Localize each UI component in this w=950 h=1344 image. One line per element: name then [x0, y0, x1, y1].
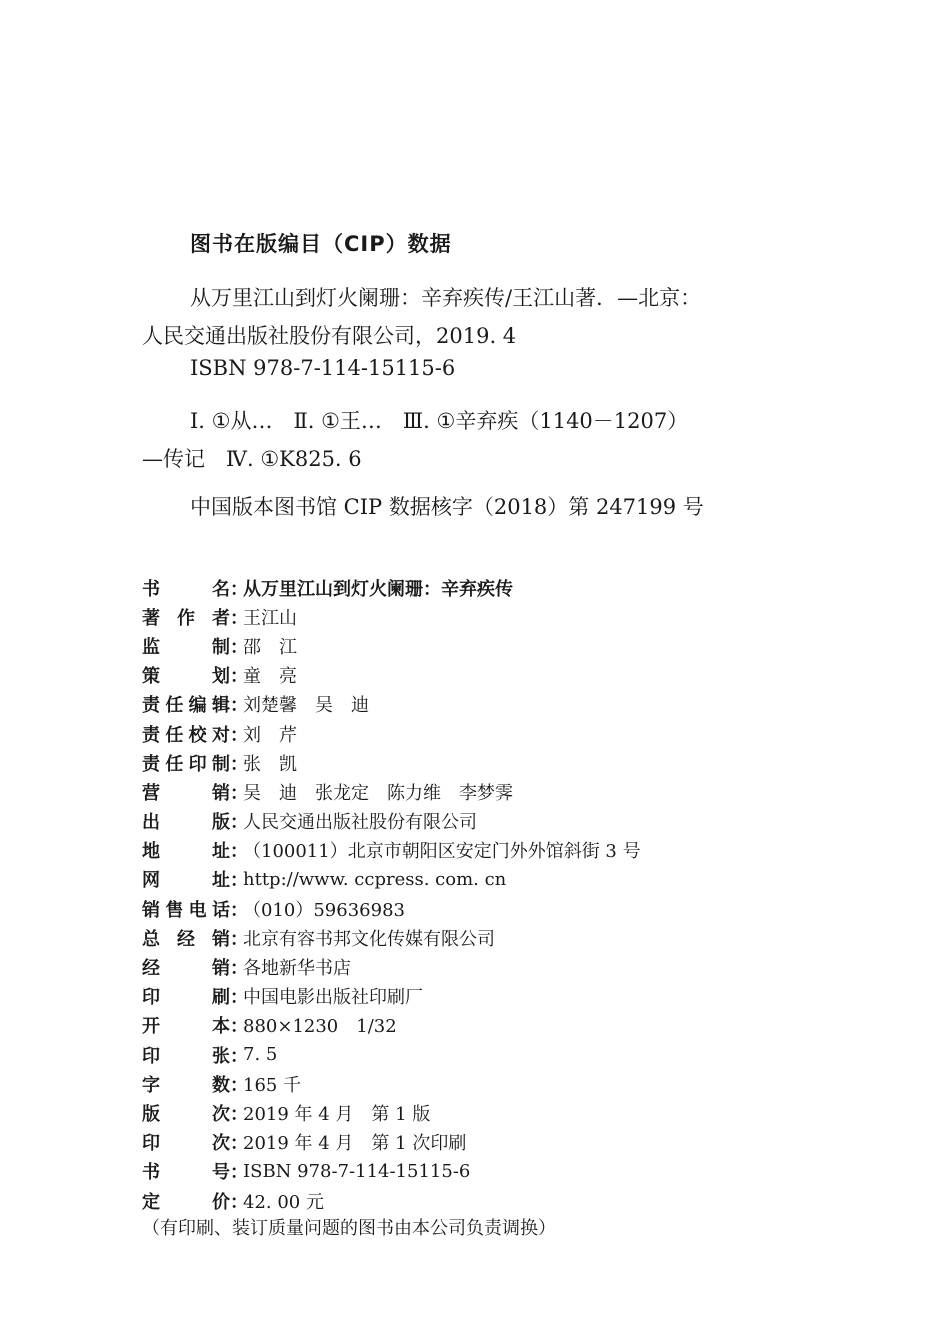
colophon-label-char: 地	[142, 841, 160, 863]
colophon-value: ISBN 978-7-114-15115-6	[243, 1160, 471, 1182]
colophon-row	[142, 865, 842, 894]
colophon-colon: ：	[230, 958, 248, 980]
colophon-label-char: 版	[212, 812, 230, 834]
colophon-label	[142, 1188, 230, 1214]
colophon-label-char: 张	[212, 1045, 230, 1067]
colophon-label-char: 校	[188, 724, 207, 746]
colophon-colon: ：	[230, 1103, 248, 1125]
colophon-label-char: 网	[142, 870, 160, 892]
colophon-label	[142, 896, 230, 922]
colophon-label-char: 本	[212, 1016, 230, 1038]
colophon-label-char: 电	[188, 899, 207, 921]
colophon-row	[142, 573, 842, 602]
colophon-row	[142, 894, 842, 923]
colophon-label-char: 营	[142, 782, 160, 804]
quality-note: （有印刷、装订质量问题的图书由本公司负责调换）	[142, 1218, 556, 1239]
colophon-colon: ：	[230, 1191, 248, 1213]
colophon-label-char: 版	[142, 1103, 160, 1125]
colophon-value: 从万里江山到灯火阑珊：辛弃疾传	[243, 578, 513, 600]
colophon-colon: ：	[230, 1045, 248, 1067]
colophon-value: http://www. ccpress. com. cn	[243, 868, 507, 890]
colophon-colon: ：	[230, 1162, 248, 1184]
colophon-label-char: 销	[212, 782, 230, 804]
colophon-label-char: 售	[165, 899, 184, 921]
colophon-value: 7. 5	[243, 1044, 278, 1066]
cip-line-1: 从万里江山到灯火阑珊：辛弃疾传/王江山著．—北京：	[190, 286, 702, 310]
colophon-label-char: 址	[212, 841, 230, 863]
colophon-label-char: 定	[142, 1191, 160, 1213]
colophon-value: （100011）北京市朝阳区安定门外外馆斜街 3 号	[243, 841, 641, 863]
colophon-value: 2019 年 4 月 第 1 次印刷	[243, 1133, 467, 1155]
colophon-row	[142, 661, 842, 690]
cip-classification-2: —传记 Ⅳ. ①K825. 6	[142, 447, 362, 471]
colophon-label-char: 销	[142, 899, 160, 921]
colophon-label-char: 编	[188, 695, 207, 717]
colophon-label	[142, 779, 230, 805]
colophon-label	[142, 954, 230, 980]
colophon-label-char: 者	[212, 607, 230, 629]
colophon-label-char: 印	[142, 987, 160, 1009]
colophon-value: 王江山	[243, 607, 297, 629]
colophon-row	[142, 807, 842, 836]
colophon-row	[142, 1157, 842, 1186]
colophon-label-char: 次	[212, 1133, 230, 1155]
colophon-label-char: 总	[142, 928, 160, 950]
colophon-label-char: 话	[211, 899, 230, 921]
colophon-label-char: 辑	[211, 695, 230, 717]
colophon-label	[142, 1042, 230, 1068]
colophon-value: 邵 江	[243, 636, 297, 658]
colophon-label-char: 次	[212, 1103, 230, 1125]
colophon-colon: ：	[230, 870, 248, 892]
colophon-row	[142, 836, 842, 865]
colophon-label-char: 责	[142, 753, 160, 775]
colophon-value: 刘楚馨 吴 迪	[243, 695, 369, 717]
colophon-value: 165 千	[243, 1074, 302, 1096]
colophon-value: 各地新华书店	[243, 958, 351, 980]
colophon-label	[142, 662, 230, 688]
colophon-label-char: 址	[212, 870, 230, 892]
cip-classification-1: Ⅰ. ①从… Ⅱ. ①王… Ⅲ. ①辛弃疾（1140－1207）	[190, 409, 689, 433]
colophon-value: 吴 迪 张龙定 陈力维 李梦霁	[243, 782, 513, 804]
colophon-label	[142, 1100, 230, 1126]
colophon-colon: ：	[230, 753, 248, 775]
colophon-row	[142, 748, 842, 777]
colophon-label-char: 开	[142, 1016, 160, 1038]
colophon-colon: ：	[230, 695, 248, 717]
colophon-row	[142, 1098, 842, 1127]
colophon-row	[142, 952, 842, 981]
colophon-label-char: 划	[212, 666, 230, 688]
colophon-label-char: 印	[142, 1045, 160, 1067]
colophon-value: 刘 芹	[243, 724, 297, 746]
colophon-label-char: 制	[211, 753, 230, 775]
colophon-row	[142, 631, 842, 660]
colophon-value: 中国电影出版社印刷厂	[243, 987, 423, 1009]
colophon-label-char: 名	[212, 578, 230, 600]
colophon-row	[142, 1128, 842, 1157]
colophon-label	[142, 925, 230, 951]
colophon-label-char: 著	[142, 607, 160, 629]
colophon-label-char: 销	[212, 958, 230, 980]
colophon-label-char: 印	[142, 1133, 160, 1155]
colophon-row	[142, 1011, 842, 1040]
colophon-label	[142, 691, 230, 717]
colophon-colon: ：	[230, 666, 248, 688]
colophon-label-char: 任	[165, 753, 184, 775]
colophon-row	[142, 1040, 842, 1069]
colophon-label-char: 监	[142, 636, 160, 658]
colophon-label-char: 责	[142, 695, 160, 717]
colophon-label-char: 价	[212, 1191, 230, 1213]
colophon-label-char: 制	[212, 636, 230, 658]
colophon-label	[142, 983, 230, 1009]
colophon-label-char: 销	[212, 928, 230, 950]
colophon-row	[142, 602, 842, 631]
colophon-colon: ：	[230, 928, 248, 950]
colophon-label	[142, 1158, 230, 1184]
colophon-label-char: 字	[142, 1074, 160, 1096]
colophon-label-char: 数	[212, 1074, 230, 1096]
colophon-value: 童 亮	[243, 666, 297, 688]
colophon-row	[142, 777, 842, 806]
colophon-colon: ：	[230, 1074, 248, 1096]
colophon-label	[142, 1071, 230, 1097]
cip-isbn: ISBN 978-7-114-15115-6	[190, 356, 456, 380]
colophon-row	[142, 1186, 842, 1215]
cip-title: 图书在版编目（CIP）数据	[190, 232, 452, 256]
colophon-row	[142, 1069, 842, 1098]
colophon-colon: ：	[230, 636, 248, 658]
colophon-label	[142, 750, 230, 776]
colophon-colon: ：	[230, 607, 248, 629]
colophon-label-char: 书	[142, 578, 160, 600]
colophon-colon: ：	[230, 1133, 248, 1155]
colophon-colon: ：	[230, 724, 248, 746]
colophon-colon: ：	[230, 578, 248, 600]
colophon-label-char: 印	[188, 753, 207, 775]
colophon-value: 42. 00 元	[243, 1191, 324, 1213]
colophon-colon: ：	[230, 841, 248, 863]
colophon-value: 张 凯	[243, 753, 297, 775]
colophon-colon: ：	[230, 812, 248, 834]
colophon-label-char: 任	[165, 695, 184, 717]
colophon-row	[142, 719, 842, 748]
cip-record-number: 中国版本图书馆 CIP 数据核字（2018）第 247199 号	[190, 495, 704, 519]
colophon-label	[142, 633, 230, 659]
colophon-label-char: 经	[142, 958, 160, 980]
colophon-value: 2019 年 4 月 第 1 版	[243, 1103, 431, 1125]
colophon-label-char: 对	[211, 724, 230, 746]
cip-line-2: 人民交通出版社股份有限公司，2019. 4	[142, 324, 517, 348]
colophon-label	[142, 866, 230, 892]
colophon-label-char: 出	[142, 812, 160, 834]
colophon-label	[142, 1012, 230, 1038]
colophon-value: （010）59636983	[243, 899, 405, 921]
colophon-label	[142, 837, 230, 863]
colophon-row	[142, 982, 842, 1011]
colophon-value: 北京有容书邦文化传媒有限公司	[243, 928, 495, 950]
colophon-label-char: 号	[212, 1162, 230, 1184]
colophon-label	[142, 575, 230, 601]
colophon-value: 人民交通出版社股份有限公司	[243, 812, 477, 834]
colophon-row	[142, 690, 842, 719]
colophon-label	[142, 808, 230, 834]
colophon-label-char: 责	[142, 724, 160, 746]
colophon-label	[142, 1129, 230, 1155]
colophon-label-char: 刷	[212, 987, 230, 1009]
colophon-value: 880×1230 1/32	[243, 1016, 397, 1038]
colophon-label	[142, 721, 230, 747]
colophon-colon: ：	[230, 899, 248, 921]
colophon-colon: ：	[230, 987, 248, 1009]
colophon-label-char: 作	[177, 607, 195, 629]
colophon-label-char: 经	[177, 928, 195, 950]
colophon-row	[142, 923, 842, 952]
colophon-label-char: 任	[165, 724, 184, 746]
colophon-label-char: 策	[142, 666, 160, 688]
colophon-colon: ：	[230, 782, 248, 804]
colophon-colon: ：	[230, 1016, 248, 1038]
colophon-table	[142, 573, 842, 1215]
colophon-label	[142, 604, 230, 630]
colophon-label-char: 书	[142, 1162, 160, 1184]
